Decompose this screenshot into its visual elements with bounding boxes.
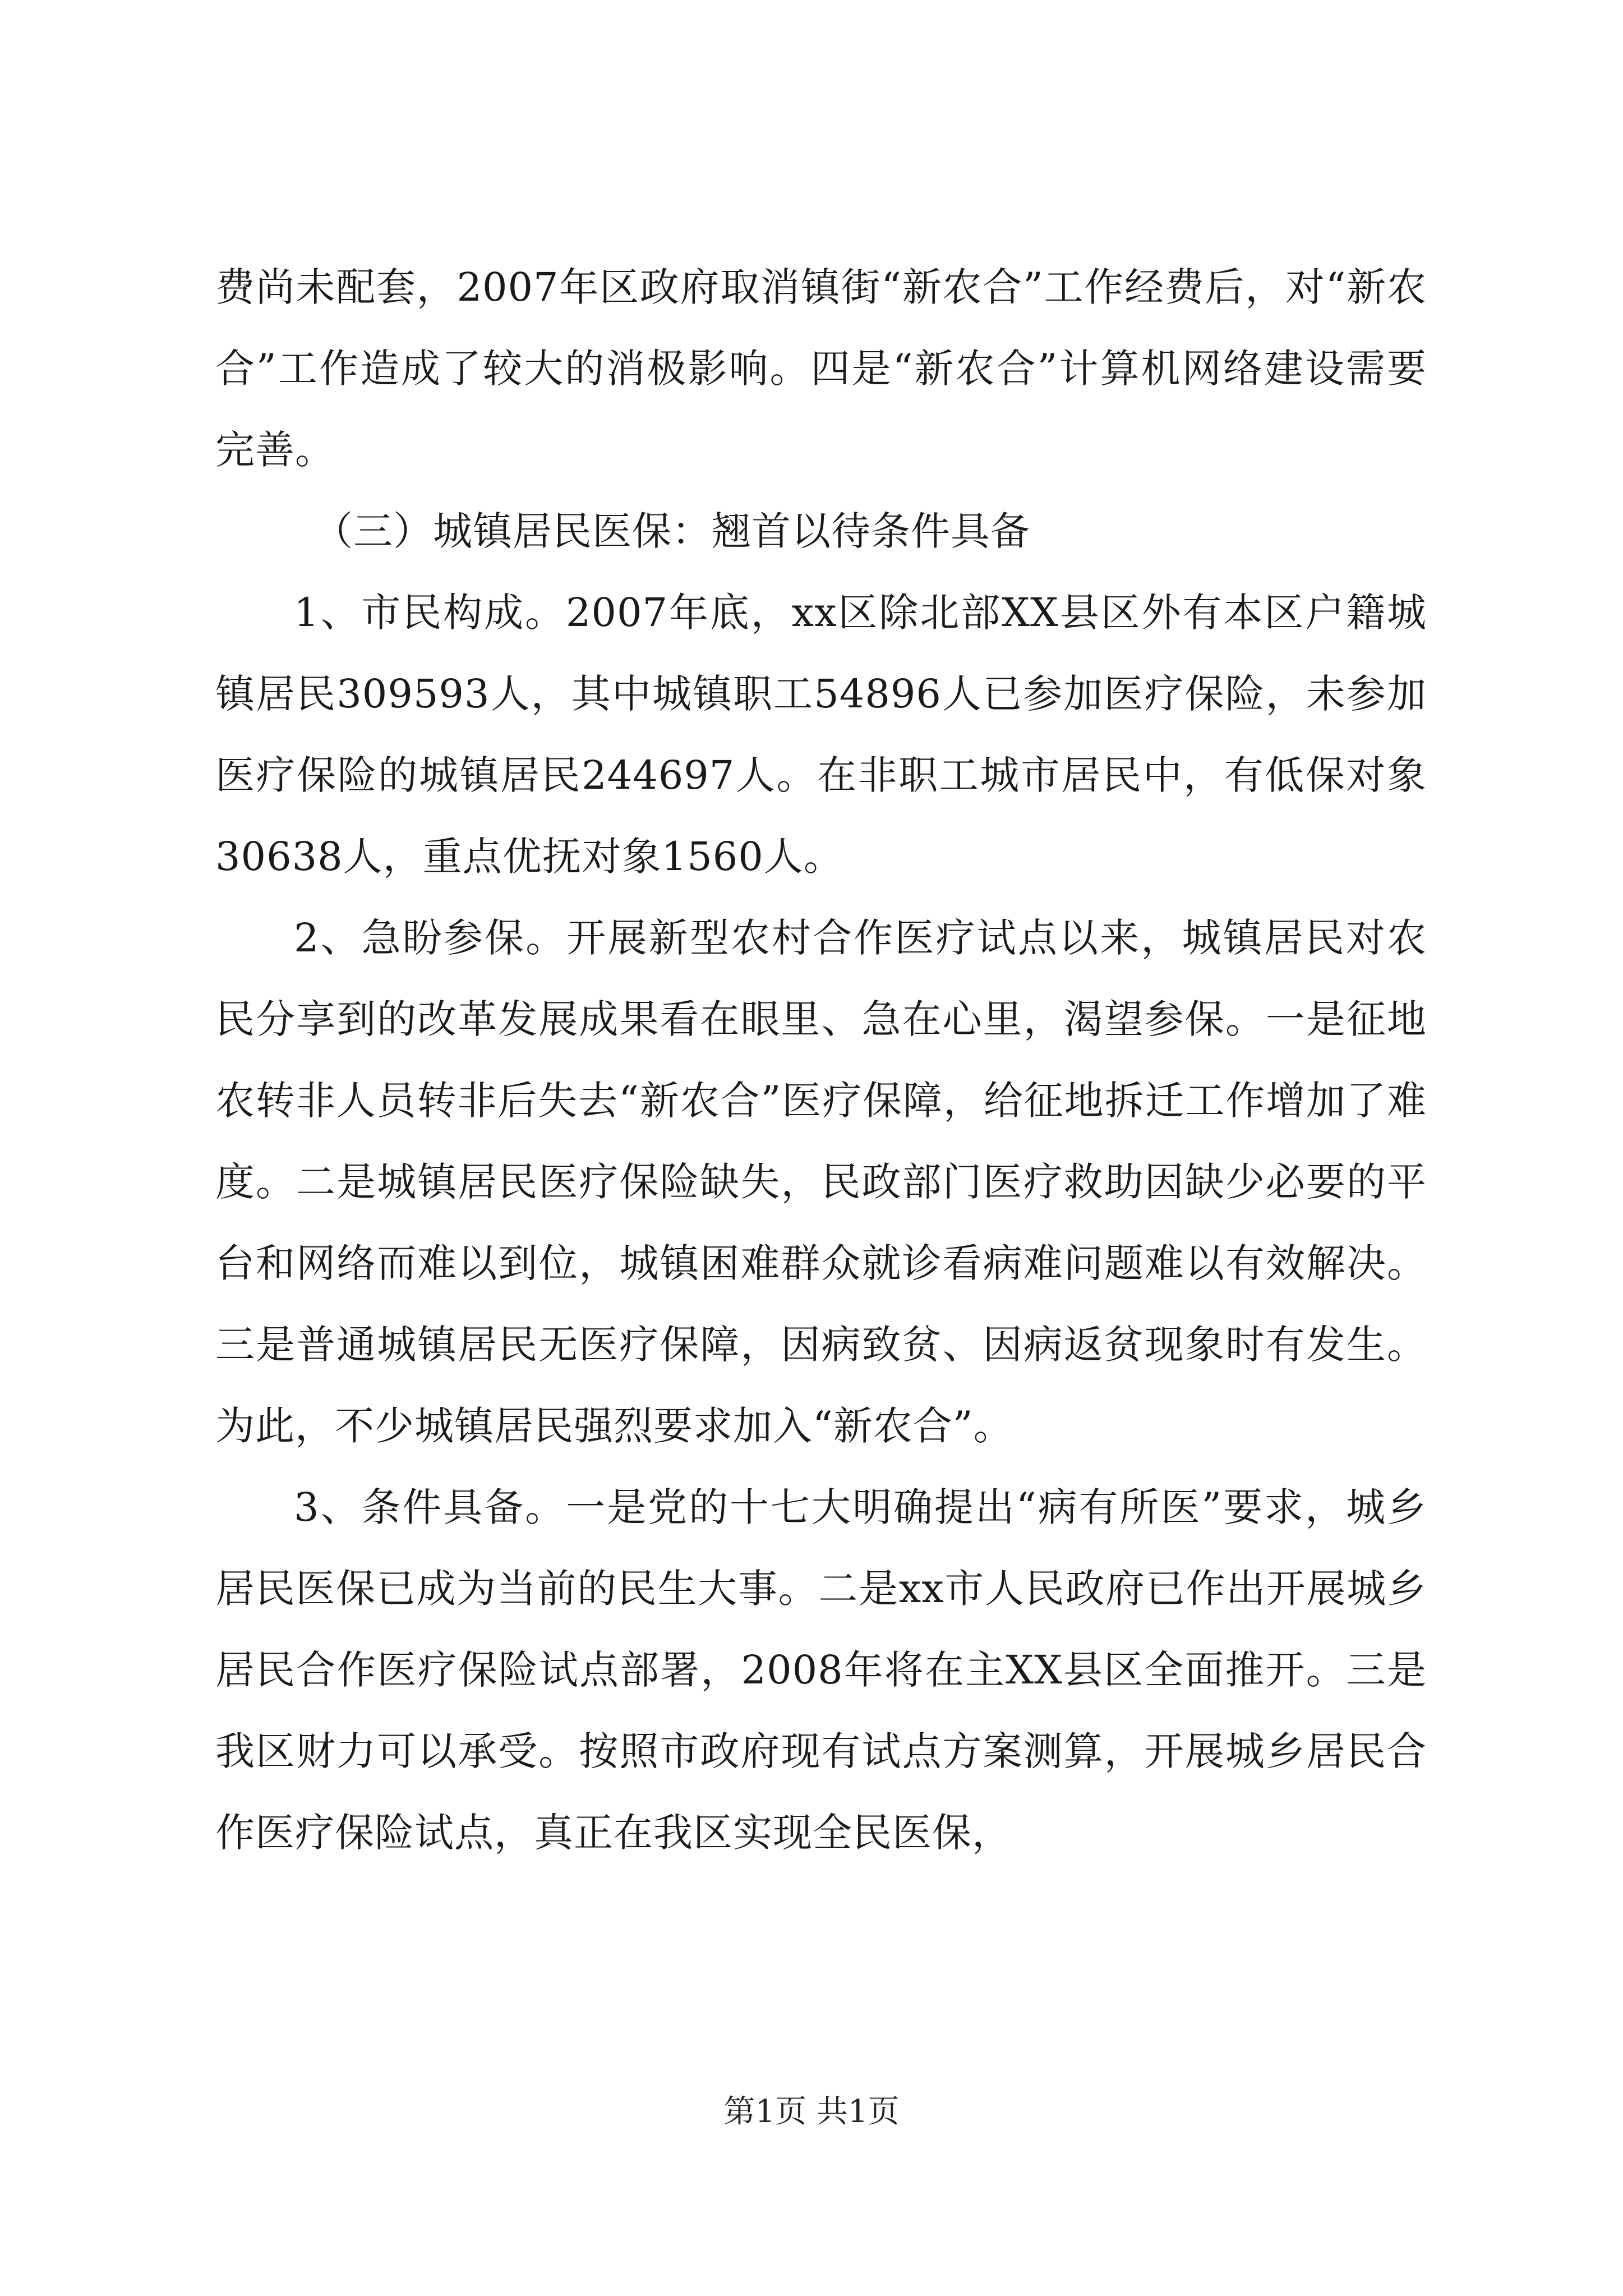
paragraph-item-2: 2、急盼参保。开展新型农村合作医疗试点以来，城镇居民对农民分享到的改革发展成果看在眼里、急在心里，渴望参保。一是征地农转非人员转非后失去“新农合”医疗保障，给征地拆迁工作增加了难度。二是城镇居民医疗保险缺失，民政部门医疗救助因缺少必要的平台和网络而难以到位，城镇困难群众就诊看病难问题难以有效解决。三是普通城镇居民无医疗保障，因病致贫、因病返贫现象时有发生。为此，不少城镇居民强烈要求加入“新农合”。: [215, 915, 1427, 1449]
paragraph-item-3: 3、条件具备。一是党的十七大明确提出“病有所医”要求，城乡居民医保已成为当前的民生大事。二是xx市人民政府已作出开展城乡居民合作医疗保险试点部署，2008年将在主XX县区全面推开。三是我区财力可以承受。按照市政府现有试点方案测算，开展城乡居民合作医疗保险试点，真正在我区实现全民医保，: [215, 1484, 1427, 1856]
document-body: [215, 247, 1427, 1874]
section-heading: （三）城镇居民医保：翘首以待条件具备: [313, 508, 1030, 554]
page-footer: 第1页 共1页: [723, 2093, 900, 2130]
paragraph-continuation: 费尚未配套，2007年区政府取消镇街“新农合”工作经费后，对“新农合”工作造成了较大的消极影响。四是“新农合”计算机网络建设需要完善。: [215, 264, 1427, 473]
paragraph-item-1: 1、市民构成。2007年底，xx区除北部XX县区外有本区户籍城镇居民309593人，其中城镇职工54896人已参加医疗保险，未参加医疗保险的城镇居民244697人。在非职工城市居民中，有低保对象30638人，重点优抚对象1560人。: [215, 590, 1427, 880]
